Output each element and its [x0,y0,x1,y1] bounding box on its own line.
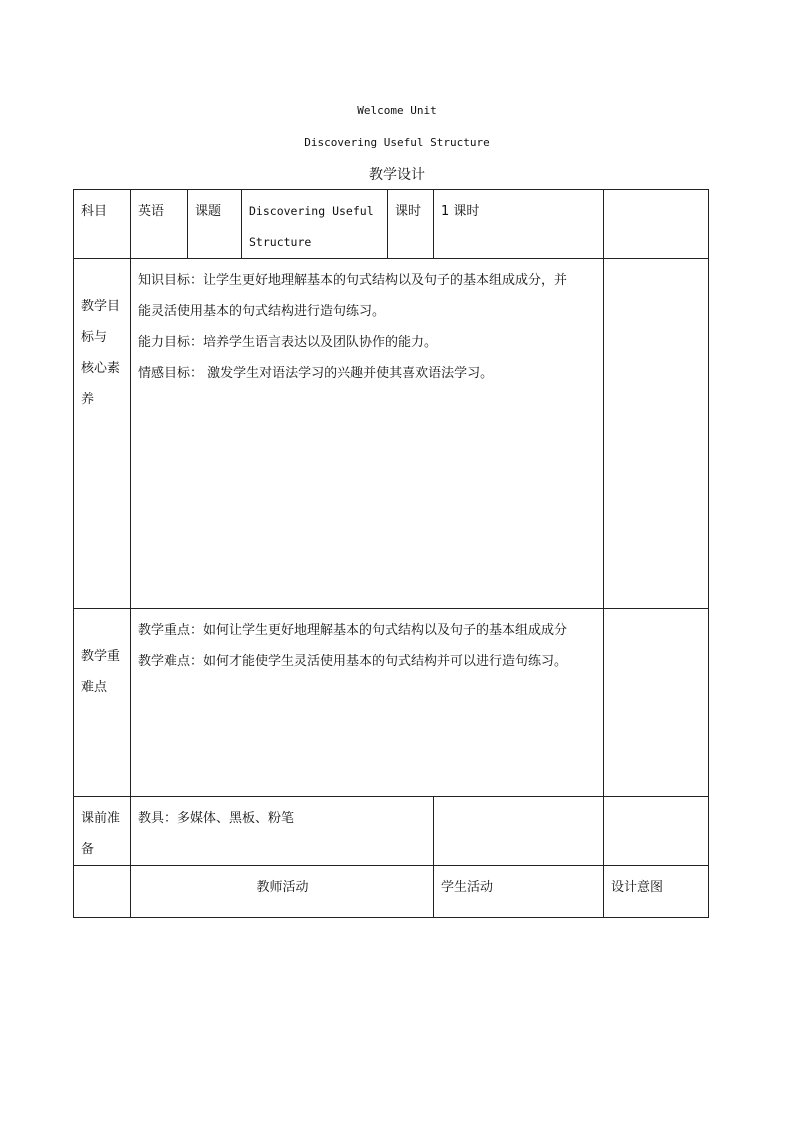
topic-label: 课题 [188,190,242,259]
table-row [74,609,709,797]
objectives-line: 能灵活使用基本的句式结构进行造句练习。 [138,304,386,319]
table-row [74,190,709,259]
period-value: 1 课时 [434,190,604,259]
empty-cell [604,797,709,866]
design-intent-header: 设计意图 [604,866,709,918]
empty-cell [434,797,604,866]
topic-value-line-1: Discovering Useful [249,204,374,218]
section-title: Discovering Useful Structure [304,136,490,149]
objectives-label-line: 养 [81,392,95,407]
teacher-activity-header: 教师活动 [131,866,434,918]
table-row [74,797,709,866]
empty-cell [604,190,709,259]
topic-value-line-2: Structure [249,235,312,249]
objectives-line: 知识目标：让学生更好地理解基本的句式结构以及句子的基本组成成分，并 [138,273,568,288]
topic-value [242,190,388,259]
subject-value: 英语 [131,190,188,259]
table-row [74,259,709,609]
table-row [74,866,709,918]
objectives-label-line: 标与 [81,330,108,345]
lesson-plan-table [73,189,709,918]
key-points-label-line: 难点 [81,680,108,695]
objectives-content [131,259,604,609]
objectives-line: 情感目标： 激发学生对语法学习的兴趣并使其喜欢语法学习。 [138,366,494,381]
preparation-content: 教具：多媒体、黑板、粉笔 [131,797,434,866]
objectives-label-line: 核心素 [81,361,121,376]
document-title: 教学设计 [369,167,425,183]
key-points-line: 教学重点：如何让学生更好地理解基本的句式结构以及句子的基本组成成分 [138,623,568,638]
objectives-label [74,259,131,609]
preparation-label [74,797,131,866]
key-points-label [74,609,131,797]
student-activity-header: 学生活动 [434,866,604,918]
preparation-label-line: 课前准 [81,811,121,826]
key-points-content [131,609,604,797]
objectives-line: 能力目标：培养学生语言表达以及团队协作的能力。 [138,335,438,350]
period-label: 课时 [388,190,434,259]
subject-label: 科目 [74,190,131,259]
key-points-label-line: 教学重 [81,649,121,664]
unit-title: Welcome Unit [357,104,437,117]
preparation-label-line: 备 [81,842,95,857]
empty-cell [74,866,131,918]
empty-cell [604,609,709,797]
empty-cell [604,259,709,609]
key-points-line: 教学难点：如何才能使学生灵活使用基本的句式结构并可以进行造句练习。 [138,654,568,669]
objectives-label-line: 教学目 [81,299,121,314]
